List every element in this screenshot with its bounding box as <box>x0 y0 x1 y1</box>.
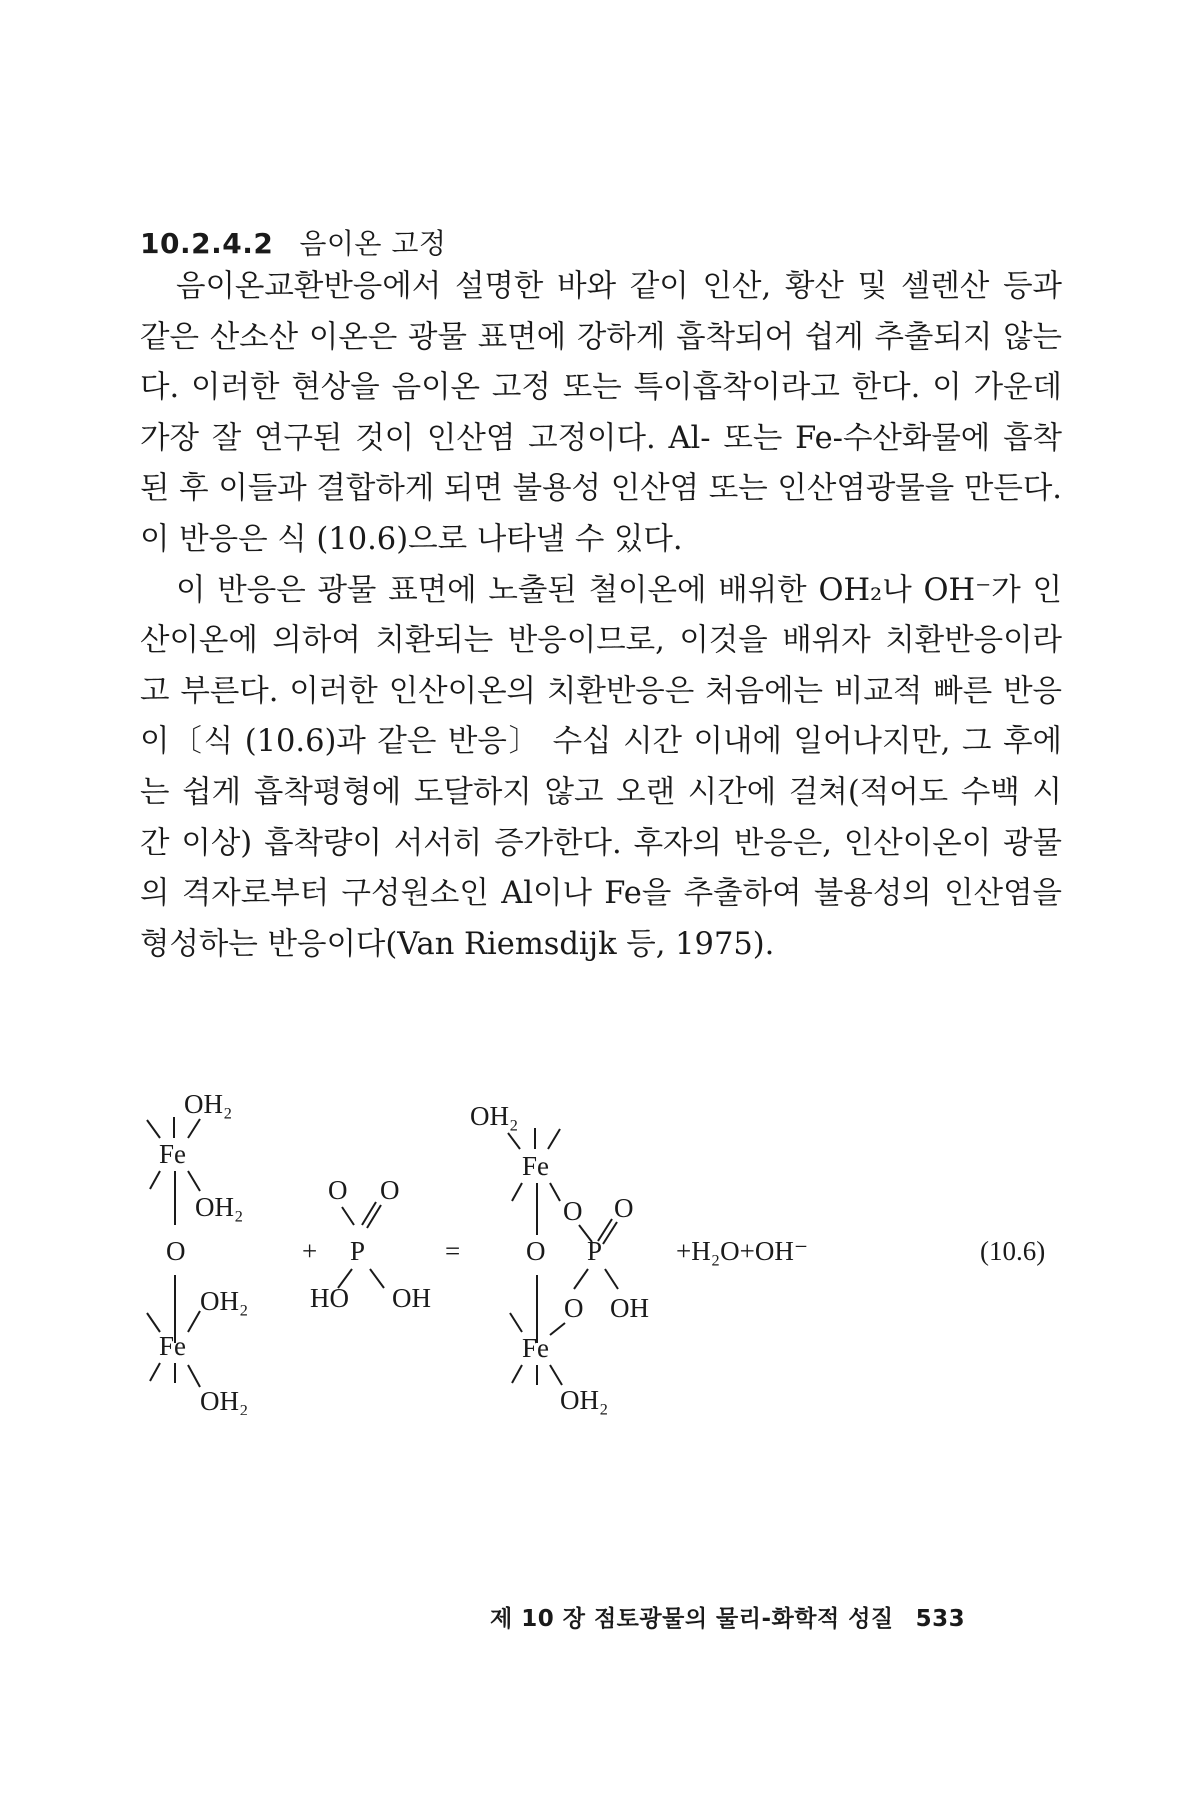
left-bottom-oh2: OH₂ <box>200 1386 249 1415</box>
left-fe-bottom: Fe <box>159 1331 186 1361</box>
reaction-svg <box>140 1085 1070 1415</box>
bond <box>508 1133 520 1149</box>
page-footer <box>490 1600 965 1633</box>
right-oh: OH <box>610 1293 649 1323</box>
section-number: 10.2.4.2 <box>140 227 274 260</box>
left-fe-top: Fe <box>159 1139 186 1169</box>
bond <box>605 1269 618 1289</box>
bond <box>370 1269 384 1288</box>
bond <box>188 1365 200 1387</box>
right-fe-bottom: Fe <box>522 1333 549 1363</box>
right-bottom-oh2: OH₂ <box>560 1385 609 1415</box>
equation-label: (10.6) <box>980 1236 1046 1266</box>
left-low-oh2: OH₂ <box>200 1286 249 1316</box>
right-o-double: O <box>614 1193 634 1223</box>
bond <box>548 1129 560 1149</box>
left-bridge-o: O <box>166 1236 186 1266</box>
phosphate-o-left: O <box>328 1175 348 1205</box>
bond <box>188 1119 200 1138</box>
bond <box>510 1313 522 1332</box>
bond <box>367 1205 381 1228</box>
phosphate-oh: OH <box>392 1283 431 1313</box>
paragraph-1: 음이온교환반응에서 설명한 바와 같이 인산, 황산 및 셀렌산 등과 같은 산소산 이온은 광물 표면에 강하게 흡착되어 쉽게 추출되지 않는다. 이러한 현상을 음이온 고정 또는 특이흡착이라고 한다. 이 가운데 가장 잘 연구된 것이 인산염 고정이다. Al- 또는 Fe-수산화물에 흡착된 후 이들과 결합하게 되면 불용성 인산염 또는 인산염광물을 만든다. 이 반응은 식 (10.6)으로 나타낼 수 있다. <box>140 269 1062 557</box>
bond <box>512 1365 522 1383</box>
phosphate-p: P <box>350 1236 366 1266</box>
right-p: P <box>587 1236 603 1266</box>
bond <box>188 1311 200 1332</box>
bond <box>147 1313 160 1332</box>
bond <box>512 1183 522 1201</box>
page-number: 533 <box>915 1606 966 1632</box>
right-o-upper: O <box>563 1196 583 1226</box>
phosphate-o-right: O <box>380 1175 400 1205</box>
paragraph-2: 이 반응은 광물 표면에 노출된 철이온에 배위한 OH₂나 OH⁻가 인산이온에 의하여 치환되는 반응이므로, 이것을 배위자 치환반응이라고 부른다. 이러한 인산이온의 치환반응은 처음에는 비교적 빠른 반응이〔식 (10.6)과 같은 반응〕 수십 시간 이내에 일어나지만, 그 후에는 쉽게 흡착평형에 도달하지 않고 오랜 시간에 걸쳐(적어도 수백 시간 이상) 흡착량이 서서히 증가한다. 후자의 반응은, 인산이온이 광물의 격자로부터 구성원소인 Al이나 Fe을 추출하여 불용성의 인산염을 형성하는 반응이다(Van Riemsdijk 등, 1975). <box>140 572 1062 962</box>
left-top-oh2: OH₂ <box>184 1089 233 1119</box>
plus-sign: + <box>302 1236 318 1266</box>
phosphate-ho: HO <box>310 1283 349 1313</box>
bond <box>147 1120 160 1138</box>
body-text <box>140 262 1062 970</box>
chapter-title: 제 10 장 점토광물의 물리-화학적 성질 <box>490 1606 894 1632</box>
bond <box>574 1269 588 1289</box>
section-heading <box>140 222 446 262</box>
bond <box>362 1202 376 1225</box>
section-title: 음이온 고정 <box>299 227 447 260</box>
left-mid-oh2: OH₂ <box>195 1192 244 1222</box>
equals-sign: = <box>445 1236 461 1266</box>
bond <box>150 1363 160 1381</box>
right-top-oh2: OH₂ <box>470 1101 519 1131</box>
right-fe-top: Fe <box>522 1151 549 1181</box>
bond <box>550 1183 560 1201</box>
right-bridge-o: O <box>526 1236 546 1266</box>
bond <box>150 1171 160 1189</box>
bond <box>188 1171 200 1191</box>
reaction-equation <box>140 1085 1070 1415</box>
right-o-lower: O <box>564 1293 584 1323</box>
products: +H₂O+OH⁻ <box>676 1236 809 1266</box>
bond <box>603 1222 617 1244</box>
bond <box>550 1365 562 1385</box>
bond <box>342 1207 354 1225</box>
bond <box>550 1323 565 1335</box>
